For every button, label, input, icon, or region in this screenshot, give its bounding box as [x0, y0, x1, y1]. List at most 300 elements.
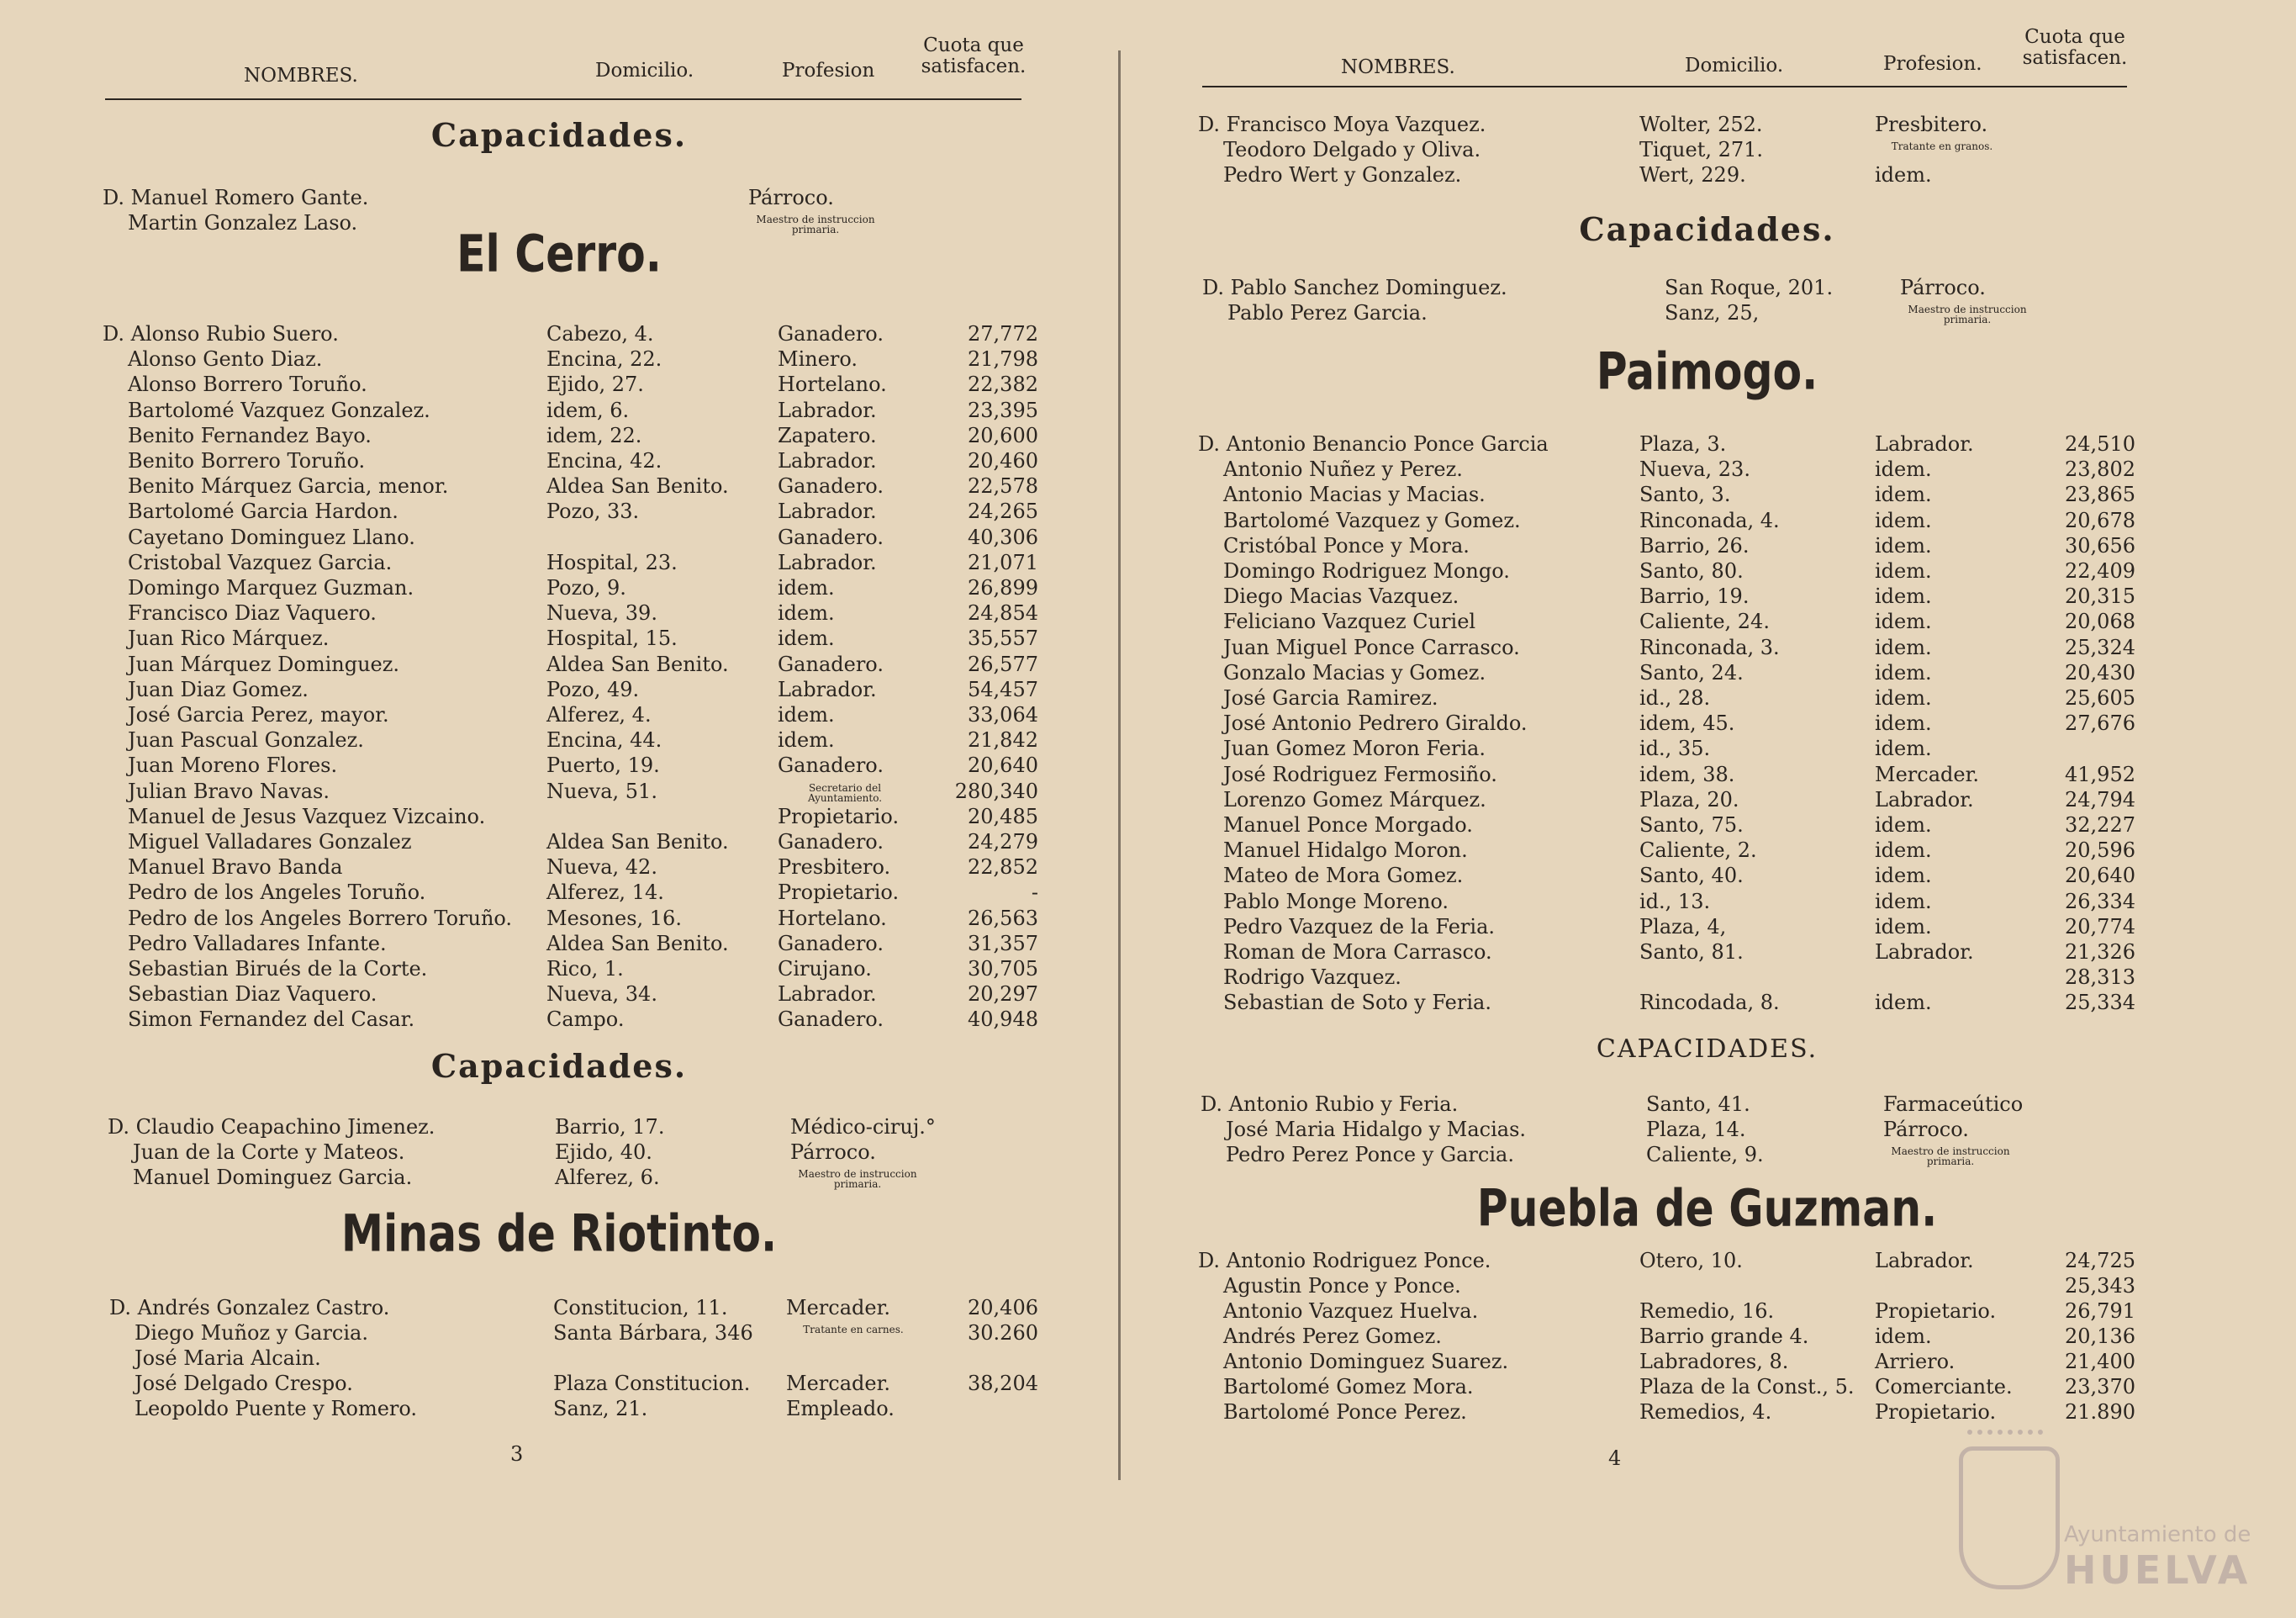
name-cell: D. Antonio Benancio Ponce Garcia — [1198, 432, 1549, 456]
cuota-cell: 30.260 — [968, 1321, 1038, 1345]
profesion-cell: Labrador. — [1875, 787, 1974, 812]
list-item — [0, 626, 1118, 651]
cuota-cell: 33,064 — [968, 703, 1038, 727]
domicilio-cell: Plaza de la Const., 5. — [1639, 1375, 1855, 1399]
list-item — [1118, 1349, 2296, 1374]
name-cell: D. Francisco Moya Vazquez. — [1198, 113, 1486, 136]
list-item — [0, 956, 1118, 981]
profesion-cell: Ganadero. — [778, 1007, 884, 1032]
name-cell: José Garcia Ramirez. — [1223, 686, 1438, 710]
name-cell: Cristobal Vazquez Garcia. — [128, 550, 393, 574]
domicilio-cell: Otero, 10. — [1639, 1249, 1743, 1272]
name-cell: Pedro de los Angeles Borrero Toruño. — [128, 906, 513, 930]
domicilio-cell: Santo, 24. — [1639, 660, 1744, 685]
cuota-cell: 21,798 — [968, 347, 1038, 372]
domicilio-cell: Plaza, 20. — [1639, 787, 1739, 812]
profesion-cell: Labrador. — [778, 449, 877, 473]
section-capacidades-1: Capacidades. — [430, 116, 688, 154]
name-cell: Mateo de Mora Gomez. — [1223, 864, 1464, 888]
profesion-cell: Hortelano. — [778, 373, 887, 397]
profesion-cell: Labrador. — [778, 982, 877, 1007]
list-item — [0, 1295, 1118, 1320]
domicilio-cell: Hospital, 15. — [546, 627, 678, 651]
name-cell: Antonio Vazquez Huelva. — [1223, 1299, 1479, 1323]
profesion-cell: Minero. — [778, 347, 858, 372]
profesion-cell: Zapatero. — [778, 423, 877, 447]
cuota-cell: 32,227 — [2065, 813, 2135, 837]
cuota-cell: 30,705 — [968, 957, 1038, 981]
cuota-cell: 22,852 — [968, 855, 1038, 880]
cuota-cell: 35,557 — [968, 627, 1038, 651]
list-item — [1118, 1374, 2296, 1399]
list-item — [0, 185, 1118, 210]
list-item — [0, 1346, 1118, 1371]
profesion-cell: Párroco. — [1900, 276, 1986, 299]
profesion-cell: idem. — [1875, 508, 1932, 532]
domicilio-cell: Pozo, 33. — [546, 500, 640, 524]
name-cell: D. Manuel Romero Gante. — [103, 186, 369, 209]
profesion-cell: idem. — [1875, 991, 1932, 1015]
cuota-cell: 22,409 — [2065, 559, 2135, 583]
page-number-right: 4 — [1608, 1446, 1622, 1470]
cuota-cell: 38,204 — [968, 1372, 1038, 1395]
town-title-paimogo: Paimogo. — [1596, 342, 1818, 402]
name-cell: Manuel Dominguez Garcia. — [133, 1166, 413, 1189]
list-item — [0, 448, 1118, 473]
domicilio-cell: Ejido, 40. — [555, 1140, 652, 1164]
list-item — [1118, 939, 2296, 965]
cuota-cell: 24,794 — [2065, 787, 2135, 812]
profesion-cell: idem. — [1875, 610, 1932, 634]
cuota-cell: 20,068 — [2065, 610, 2135, 634]
left-page — [0, 0, 1118, 1618]
profesion-cell: Labrador. — [778, 550, 877, 574]
domicilio-cell: San Roque, 201. — [1665, 276, 1834, 299]
list-item — [0, 1114, 1118, 1139]
profesion-cell: idem. — [1875, 838, 1932, 863]
town-title-el-cerro: El Cerro. — [457, 225, 662, 284]
list-item — [1118, 533, 2296, 558]
cuota-cell: 30,656 — [2065, 533, 2135, 558]
profesion-cell: Mercader. — [786, 1372, 891, 1395]
profesion-cell: idem. — [1875, 711, 1932, 736]
watermark-line-2: HUELVA — [2064, 1547, 2251, 1593]
profesion-cell: Maestro de instruccion primaria. — [1891, 1145, 2010, 1167]
profesion-cell: Secretario del Ayuntamiento. — [807, 781, 883, 804]
profesion-cell: idem. — [1875, 635, 1932, 659]
profesion-cell: idem. — [778, 601, 835, 626]
domicilio-cell: Constitucion, 11. — [553, 1296, 728, 1319]
town-title-puebla: Puebla de Guzman. — [1476, 1179, 1938, 1239]
name-cell: Cristóbal Ponce y Mora. — [1223, 533, 1470, 558]
name-cell: Benito Borrero Toruño. — [128, 449, 366, 473]
profesion-cell: Empleado. — [786, 1397, 895, 1420]
list-item — [0, 1007, 1118, 1032]
domicilio-cell: Encina, 44. — [546, 728, 662, 753]
domicilio-cell: Plaza, 3. — [1639, 432, 1727, 456]
name-cell: Teodoro Delgado y Oliva. — [1223, 138, 1481, 161]
profesion-cell: Párroco. — [748, 186, 834, 209]
list-item — [0, 473, 1118, 499]
list-item — [1118, 1399, 2296, 1425]
cuota-cell: 20,640 — [2065, 864, 2135, 888]
list-item — [1118, 711, 2296, 736]
name-cell: Manuel Bravo Banda — [128, 855, 343, 880]
name-cell: Julian Bravo Navas. — [128, 779, 330, 803]
domicilio-cell: Mesones, 16. — [546, 906, 682, 930]
cuota-cell: 27,676 — [2065, 711, 2135, 736]
domicilio-cell: Alferez, 14. — [546, 880, 664, 905]
list-item — [1118, 736, 2296, 761]
name-cell: Benito Márquez Garcia, menor. — [128, 474, 449, 499]
cuota-cell: 24,510 — [2065, 432, 2135, 456]
list-item — [0, 829, 1118, 854]
domicilio-cell: Santo, 80. — [1639, 559, 1744, 583]
cuota-cell: 23,865 — [2065, 483, 2135, 507]
list-item — [1118, 660, 2296, 685]
list-item — [0, 727, 1118, 753]
name-cell: Sebastian Birués de la Corte. — [128, 957, 428, 981]
list-item — [0, 931, 1118, 956]
cuota-cell: 24,725 — [2065, 1249, 2135, 1272]
profesion-cell: Párroco. — [790, 1140, 876, 1164]
name-cell: Bartolomé Vazquez y Gomez. — [1223, 508, 1521, 532]
profesion-cell: idem. — [1875, 1325, 1932, 1348]
cuota-cell: 21.890 — [2065, 1400, 2135, 1424]
list-item — [0, 550, 1118, 575]
domicilio-cell: Barrio, 26. — [1639, 533, 1750, 558]
list-item — [0, 753, 1118, 778]
name-cell: Pedro Vazquez de la Feria. — [1223, 914, 1496, 939]
list-item — [0, 854, 1118, 880]
domicilio-cell: Alferez, 6. — [555, 1166, 660, 1189]
list-item — [1118, 1142, 2296, 1167]
header-domicilio: Domicilio. — [595, 60, 694, 82]
cuota-cell: 20,315 — [2065, 584, 2135, 609]
name-cell: Manuel Hidalgo Moron. — [1223, 838, 1468, 863]
name-cell: Pedro Valladares Infante. — [128, 931, 387, 955]
domicilio-cell: Rico, 1. — [546, 957, 624, 981]
cuota-cell: 28,313 — [2065, 965, 2135, 990]
cuota-cell: 21,842 — [968, 728, 1038, 753]
list-item — [0, 1320, 1118, 1346]
cuota-cell: 23,370 — [2065, 1375, 2135, 1399]
list-item — [0, 372, 1118, 397]
header-rule — [105, 98, 1021, 100]
profesion-cell: idem. — [1875, 660, 1932, 685]
header-nombres-right: NOMBRES. — [1341, 56, 1455, 78]
list-item — [0, 779, 1118, 804]
list-item — [1118, 1117, 2296, 1142]
list-item — [1118, 787, 2296, 812]
name-cell: Cayetano Dominguez Llano. — [128, 525, 415, 549]
domicilio-cell: Santo, 40. — [1639, 864, 1744, 888]
profesion-cell: idem. — [1875, 533, 1932, 558]
watermark-logo — [1950, 1446, 2253, 1598]
cuota-cell: 20,136 — [2065, 1325, 2135, 1348]
cuota-cell: 21,326 — [2065, 940, 2135, 964]
list-item — [1118, 112, 2296, 137]
list-item — [0, 981, 1118, 1007]
name-cell: Pedro de los Angeles Toruño. — [128, 880, 426, 905]
header-rule-right — [1202, 86, 2127, 87]
cuota-cell: 23,395 — [968, 398, 1038, 422]
domicilio-cell: Aldea San Benito. — [546, 931, 729, 955]
name-cell: Francisco Diaz Vaquero. — [128, 601, 377, 626]
cuota-cell: 40,948 — [968, 1007, 1038, 1032]
name-cell: Alonso Gento Diaz. — [128, 347, 323, 372]
profesion-cell: Propietario. — [1875, 1299, 1997, 1323]
name-cell: Pedro Wert y Gonzalez. — [1223, 163, 1462, 187]
domicilio-cell: Aldea San Benito. — [546, 652, 729, 676]
name-cell: Leopoldo Puente y Romero. — [135, 1397, 418, 1420]
name-cell: Manuel Ponce Morgado. — [1223, 813, 1473, 837]
name-cell: Juan Pascual Gonzalez. — [128, 728, 364, 753]
town-title-riotinto: Minas de Riotinto. — [340, 1204, 778, 1264]
list-item — [1118, 685, 2296, 711]
list-item — [0, 346, 1118, 372]
profesion-cell: Médico-ciruj.° — [790, 1115, 936, 1139]
cuota-cell: 20,596 — [2065, 838, 2135, 863]
profesion-cell: idem. — [1875, 737, 1932, 761]
profesion-cell: Labrador. — [1875, 940, 1974, 964]
cuota-cell: 25,324 — [2065, 635, 2135, 659]
list-item — [0, 423, 1118, 448]
domicilio-cell: Rinconada, 4. — [1639, 508, 1780, 532]
name-cell: D. Antonio Rubio y Feria. — [1201, 1092, 1459, 1116]
list-item — [1118, 914, 2296, 939]
section-capacidades-right-2: CAPACIDADES. — [1596, 1034, 1818, 1064]
name-cell: Sebastian Diaz Vaquero. — [128, 982, 377, 1007]
profesion-cell: Maestro de instruccion primaria. — [798, 1168, 917, 1190]
name-cell: Juan Miguel Ponce Carrasco. — [1223, 635, 1520, 659]
list-item — [0, 1165, 1118, 1190]
name-cell: Bartolomé Ponce Perez. — [1223, 1400, 1467, 1424]
profesion-cell: Labrador. — [1875, 1249, 1974, 1272]
list-item — [0, 677, 1118, 702]
list-item — [0, 804, 1118, 829]
profesion-cell: Tratante en granos. — [1891, 140, 1993, 152]
header-profesion: Profesion — [782, 60, 875, 82]
profesion-cell: idem. — [1875, 163, 1932, 187]
cuota-cell: 41,952 — [2065, 762, 2135, 786]
domicilio-cell: Plaza, 14. — [1646, 1118, 1746, 1141]
domicilio-cell: Wert, 229. — [1639, 163, 1746, 187]
profesion-cell: idem. — [778, 627, 835, 651]
name-cell: José Antonio Pedrero Giraldo. — [1223, 711, 1528, 736]
profesion-cell: Farmaceútico — [1883, 1092, 2024, 1116]
domicilio-cell: Nueva, 39. — [546, 601, 657, 626]
domicilio-cell: Encina, 42. — [546, 449, 662, 473]
profesion-cell: idem. — [1875, 864, 1932, 888]
profesion-cell: Mercader. — [1875, 762, 1980, 786]
cuota-cell: 280,340 — [954, 779, 1038, 803]
name-cell: Antonio Macias y Macias. — [1223, 483, 1486, 507]
domicilio-cell: Barrio, 19. — [1639, 584, 1750, 609]
list-item — [1118, 431, 2296, 457]
list-item — [1118, 609, 2296, 634]
list-item — [0, 652, 1118, 677]
domicilio-cell: Aldea San Benito. — [546, 830, 729, 854]
domicilio-cell: idem, 38. — [1639, 762, 1735, 786]
profesion-cell: idem. — [1875, 889, 1932, 913]
list-item — [0, 1396, 1118, 1421]
name-cell: Sebastian de Soto y Feria. — [1223, 991, 1491, 1015]
list-item — [1118, 457, 2296, 482]
domicilio-cell: idem, 22. — [546, 423, 642, 447]
name-cell: Diego Macias Vazquez. — [1223, 584, 1459, 609]
name-cell: Miguel Valladares Gonzalez — [128, 830, 412, 854]
cuota-cell: 54,457 — [968, 677, 1038, 701]
profesion-cell: idem. — [1875, 457, 1932, 482]
name-cell: Juan Gomez Moron Feria. — [1223, 737, 1486, 761]
profesion-cell: Presbitero. — [778, 855, 891, 880]
list-item — [1118, 482, 2296, 507]
name-cell: D. Alonso Rubio Suero. — [103, 322, 339, 346]
domicilio-cell: Remedio, 16. — [1639, 1299, 1775, 1323]
cuota-cell: 26,899 — [968, 576, 1038, 600]
name-cell: Gonzalo Macias y Gomez. — [1223, 660, 1486, 685]
name-cell: José Delgado Crespo. — [135, 1372, 353, 1395]
profesion-cell: Labrador. — [778, 677, 877, 701]
cuota-cell: 20,430 — [2065, 660, 2135, 685]
name-cell: D. Antonio Rodriguez Ponce. — [1198, 1249, 1491, 1272]
profesion-cell: idem. — [778, 728, 835, 753]
domicilio-cell: Nueva, 42. — [546, 855, 657, 880]
list-item — [1118, 889, 2296, 914]
list-item — [0, 398, 1118, 423]
cuota-cell: 20,774 — [2065, 914, 2135, 939]
profesion-cell: Ganadero. — [778, 931, 884, 955]
domicilio-cell: Alferez, 4. — [546, 703, 652, 727]
list-item — [1118, 558, 2296, 584]
profesion-cell: Ganadero. — [778, 474, 884, 499]
domicilio-cell: Aldea San Benito. — [546, 474, 729, 499]
domicilio-cell: Nueva, 23. — [1639, 457, 1750, 482]
domicilio-cell: Caliente, 9. — [1646, 1143, 1764, 1166]
name-cell: Roman de Mora Carrasco. — [1223, 940, 1492, 964]
domicilio-cell: Hospital, 23. — [546, 550, 678, 574]
domicilio-cell: Santo, 41. — [1646, 1092, 1750, 1116]
list-item — [1118, 137, 2296, 162]
name-cell: Andrés Perez Gomez. — [1223, 1325, 1442, 1348]
profesion-cell: Propietario. — [778, 804, 900, 828]
name-cell: Diego Muñoz y Garcia. — [135, 1321, 368, 1345]
domicilio-cell: Cabezo, 4. — [546, 322, 654, 346]
domicilio-cell: Labradores, 8. — [1639, 1350, 1789, 1373]
list-item — [1118, 812, 2296, 838]
domicilio-cell: id., 28. — [1639, 686, 1711, 710]
profesion-cell: Ganadero. — [778, 322, 884, 346]
cuota-cell: 22,382 — [968, 373, 1038, 397]
domicilio-cell: idem, 6. — [546, 398, 630, 422]
name-cell: Bartolomé Vazquez Gonzalez. — [128, 398, 430, 422]
cuota-cell: 21,071 — [968, 550, 1038, 574]
domicilio-cell: Sanz, 21. — [553, 1397, 648, 1420]
name-cell: Agustin Ponce y Ponce. — [1223, 1274, 1461, 1298]
list-item — [1118, 300, 2296, 325]
profesion-cell: idem. — [1875, 813, 1932, 837]
profesion-cell: idem. — [1875, 559, 1932, 583]
domicilio-cell: Barrio, 17. — [555, 1115, 665, 1139]
list-item — [1118, 838, 2296, 863]
name-cell: Juan Moreno Flores. — [128, 753, 338, 778]
header-domicilio-right: Domicilio. — [1685, 55, 1784, 77]
profesion-cell: idem. — [1875, 483, 1932, 507]
list-item — [0, 702, 1118, 727]
name-cell: Domingo Rodriguez Mongo. — [1223, 559, 1510, 583]
profesion-cell: Propietario. — [778, 880, 900, 905]
header-nombres: NOMBRES. — [244, 65, 358, 87]
list-item — [0, 600, 1118, 626]
cuota-cell: 20,297 — [968, 982, 1038, 1007]
profesion-cell: Labrador. — [1875, 432, 1974, 456]
list-item — [1118, 863, 2296, 888]
list-item — [1118, 965, 2296, 990]
domicilio-cell: Sanz, 25, — [1665, 301, 1760, 325]
name-cell: Manuel de Jesus Vazquez Vizcaino. — [128, 804, 486, 828]
profesion-cell: Maestro de instruccion primaria. — [1908, 304, 2027, 325]
domicilio-cell: Caliente, 2. — [1639, 838, 1757, 863]
name-cell: D. Pablo Sanchez Dominguez. — [1202, 276, 1507, 299]
name-cell: D. Andrés Gonzalez Castro. — [109, 1296, 390, 1319]
list-item — [1118, 508, 2296, 533]
profesion-cell: idem. — [778, 703, 835, 727]
name-cell: Bartolomé Gomez Mora. — [1223, 1375, 1474, 1399]
cuota-cell: 24,854 — [968, 601, 1038, 626]
list-item — [0, 1371, 1118, 1396]
list-item — [0, 321, 1118, 346]
profesion-cell: Cirujano. — [778, 957, 872, 981]
header-profesion-right: Profesion. — [1883, 53, 1982, 75]
domicilio-cell: Pozo, 49. — [546, 677, 640, 701]
cuota-cell: 24,265 — [968, 500, 1038, 524]
profesion-cell: Propietario. — [1875, 1400, 1997, 1424]
list-item — [1118, 1092, 2296, 1117]
name-cell: Benito Fernandez Bayo. — [128, 423, 372, 447]
cuota-cell: 20,600 — [968, 423, 1038, 447]
profesion-cell: idem. — [1875, 914, 1932, 939]
name-cell: Lorenzo Gomez Márquez. — [1223, 787, 1486, 812]
name-cell: Juan de la Corte y Mateos. — [133, 1140, 405, 1164]
profesion-cell: idem. — [1875, 584, 1932, 609]
name-cell: Martin Gonzalez Laso. — [128, 211, 358, 235]
list-item — [1118, 162, 2296, 188]
list-item — [1118, 990, 2296, 1015]
name-cell: Antonio Nuñez y Perez. — [1223, 457, 1463, 482]
domicilio-cell: Tiquet, 271. — [1639, 138, 1764, 161]
list-item — [0, 906, 1118, 931]
name-cell: Domingo Marquez Guzman. — [128, 576, 414, 600]
profesion-cell: Labrador. — [778, 398, 877, 422]
shield-icon — [1959, 1446, 2060, 1589]
cuota-cell: 40,306 — [968, 525, 1038, 549]
list-item — [1118, 635, 2296, 660]
list-item — [0, 499, 1118, 524]
domicilio-cell: Santo, 3. — [1639, 483, 1731, 507]
domicilio-cell: Rinconada, 3. — [1639, 635, 1780, 659]
watermark-line-1: Ayuntamiento de — [2064, 1522, 2251, 1547]
name-cell: Bartolomé Garcia Hardon. — [128, 500, 399, 524]
profesion-cell: Mercader. — [786, 1296, 891, 1319]
name-cell: José Maria Hidalgo y Macias. — [1226, 1118, 1527, 1141]
name-cell: Juan Márquez Dominguez. — [128, 652, 400, 676]
domicilio-cell: Barrio grande 4. — [1639, 1325, 1809, 1348]
name-cell: Pablo Monge Moreno. — [1223, 889, 1449, 913]
list-item — [0, 525, 1118, 550]
cuota-cell: 21,400 — [2065, 1350, 2135, 1373]
profesion-cell: idem. — [1875, 686, 1932, 710]
